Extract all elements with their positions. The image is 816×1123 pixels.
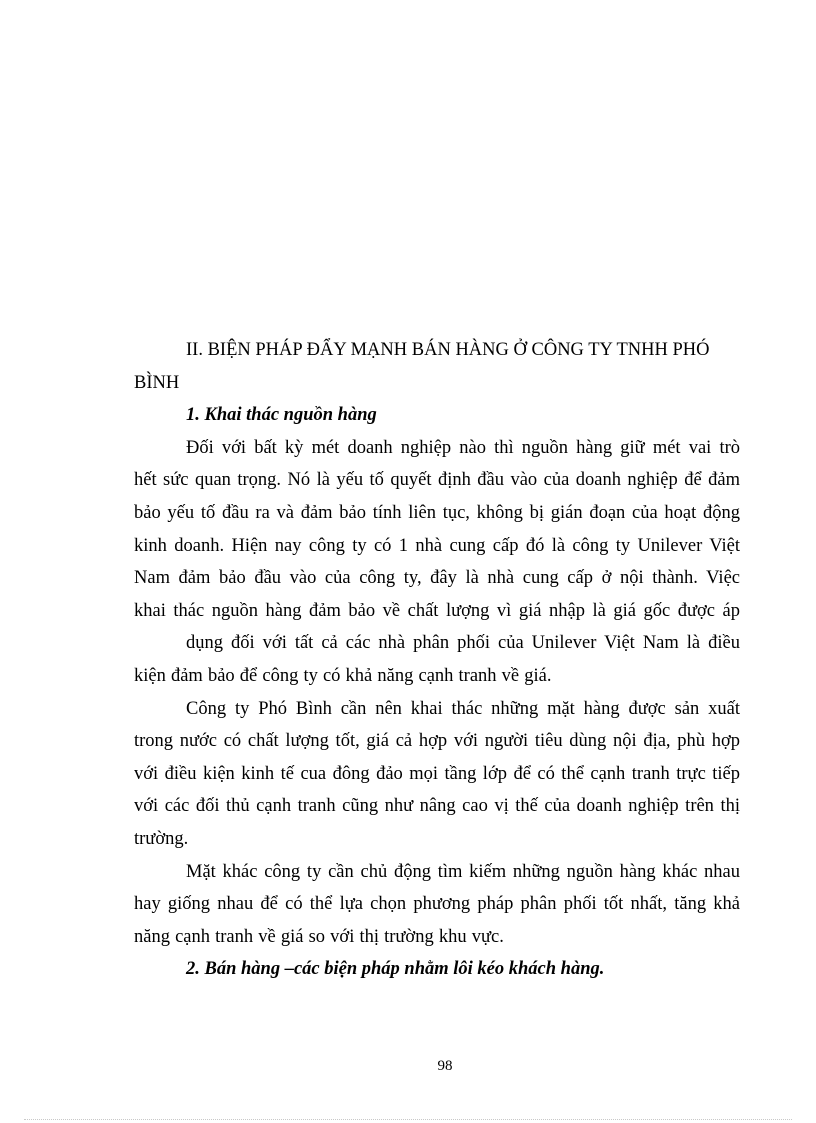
paragraph-2-line: Công ty Phó Bình cần nên khai thác những mặt hàng được sản xuất <box>186 698 740 719</box>
section-heading-line-1: II. BIỆN PHÁP ĐẨY MẠNH BÁN HÀNG Ở CÔNG TY TNHH PHÓ <box>186 340 710 360</box>
paragraph-3-line: năng cạnh tranh về giá so với thị trường khu vực. <box>134 926 504 947</box>
paragraph-3-line: Mặt khác công ty cần chủ động tìm kiếm những nguồn hàng khác nhau <box>186 861 740 882</box>
paragraph-1 <box>134 432 740 693</box>
page-body <box>134 334 740 986</box>
section-heading-line-2: BÌNH <box>134 372 180 393</box>
section-heading <box>134 334 740 399</box>
subsection-2-title: 2. Bán hàng –các biện pháp nhằm lôi kéo khách hàng. <box>186 959 605 980</box>
paragraph-1-line: hết sức quan trọng. Nó là yếu tố quyết định đầu vào của doanh nghiệp để đảm <box>134 470 740 491</box>
page-number: 98 <box>437 1058 453 1074</box>
paragraph-2-line: với các đối thủ cạnh tranh cũng như nâng cao vị thế của doanh nghiệp trên thị <box>134 796 740 817</box>
paragraph-1-line: bảo yếu tố đầu ra và đảm bảo tính liên tục, không bị gián đoạn của hoạt động <box>134 502 740 523</box>
paragraph-2-line: với điều kiện kinh tế cua đông đảo mọi tầng lớp để có thể cạnh tranh trực tiếp <box>134 763 740 784</box>
paragraph-1-line: dụng đối với tất cả các nhà phân phối của Unilever Việt Nam là điều <box>186 633 740 654</box>
paragraph-2-line: trong nước có chất lượng tốt, giá cả hợp với người tiêu dùng nội địa, phù hợp <box>134 731 740 752</box>
paragraph-3-line: hay giống nhau để có thể lựa chọn phương pháp phân phối tốt nhất, tăng khả <box>134 894 740 915</box>
paragraph-1-line: Đối với bất kỳ mét doanh nghiệp nào thì nguồn hàng giữ mét vai trò <box>186 437 740 458</box>
paragraph-1-line: kinh doanh. Hiện nay công ty có 1 nhà cung cấp đó là công ty Unilever Việt <box>134 535 740 556</box>
paragraph-1-line: Nam đảm bảo đầu vào của công ty, đây là nhà cung cấp ở nội thành. Việc <box>134 568 740 589</box>
paragraph-2 <box>134 693 740 856</box>
paragraph-1-line: kiện đảm bảo để công ty có khả năng cạnh tranh về giá. <box>134 665 552 686</box>
paragraph-2-line: trường. <box>134 828 189 849</box>
paragraph-1-line: khai thác nguồn hàng đảm bảo về chất lượng vì giá nhập là giá gốc được áp <box>134 600 740 621</box>
subsection-1-title: 1. Khai thác nguồn hàng <box>186 405 377 426</box>
footer-divider <box>24 1119 792 1120</box>
paragraph-3 <box>134 856 740 954</box>
